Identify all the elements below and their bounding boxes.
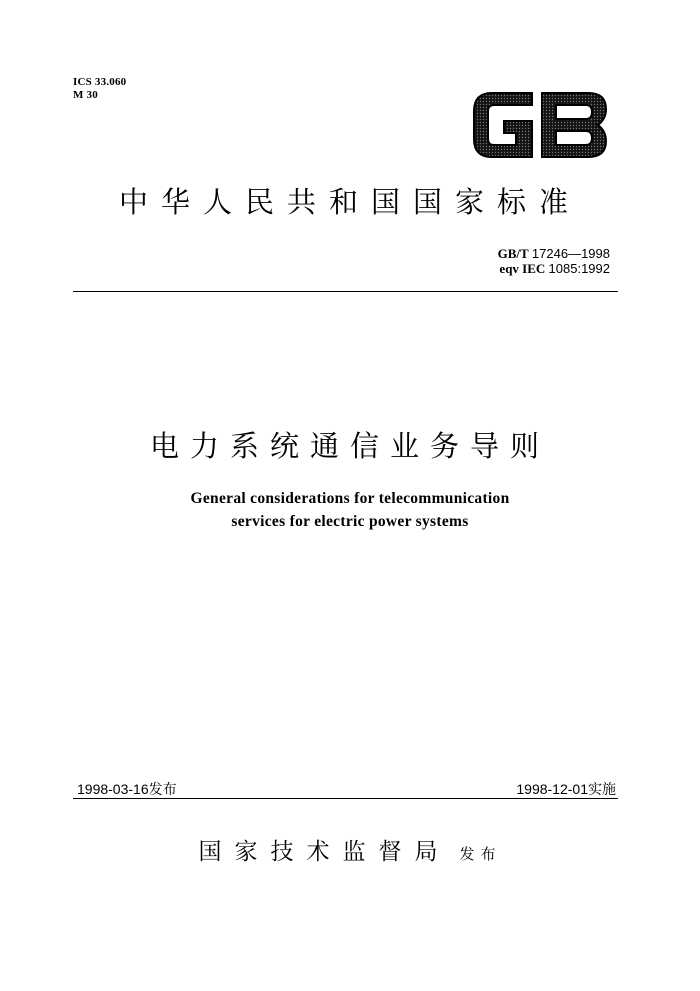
ics-code-block [73, 76, 126, 102]
issuer-action: 发布 [459, 845, 502, 863]
ics-code: ICS 33.060 [73, 76, 127, 88]
gb-logo [470, 85, 610, 165]
effective-date: 1998-12-01实施 [516, 781, 616, 797]
eqv-prefix: eqv IEC [499, 261, 546, 276]
title-en-line-2: services for electric power systems [231, 513, 469, 530]
issuer-organization: 国家技术监督局 [198, 839, 451, 865]
issue-date: 1998-03-16发布 [77, 781, 177, 797]
standard-code-number: 17246—1998 [531, 246, 610, 261]
standard-code [498, 246, 610, 261]
document-title-en [0, 487, 700, 533]
equivalent-standard [498, 261, 610, 276]
header-divider [73, 291, 618, 292]
ccs-code: M 30 [73, 89, 98, 101]
footer-divider [73, 798, 618, 799]
title-en-line-1: General considerations for telecommunication [190, 490, 510, 507]
national-standard-title: 中华人民共和国国家标准 [118, 185, 581, 219]
eqv-number: 1085:1992 [548, 261, 610, 276]
standard-code-block [498, 246, 610, 276]
issuer-line [0, 833, 700, 866]
document-title-cn: 电力系统通信业务导则 [149, 429, 550, 463]
standard-code-prefix: GB/T [497, 246, 529, 261]
